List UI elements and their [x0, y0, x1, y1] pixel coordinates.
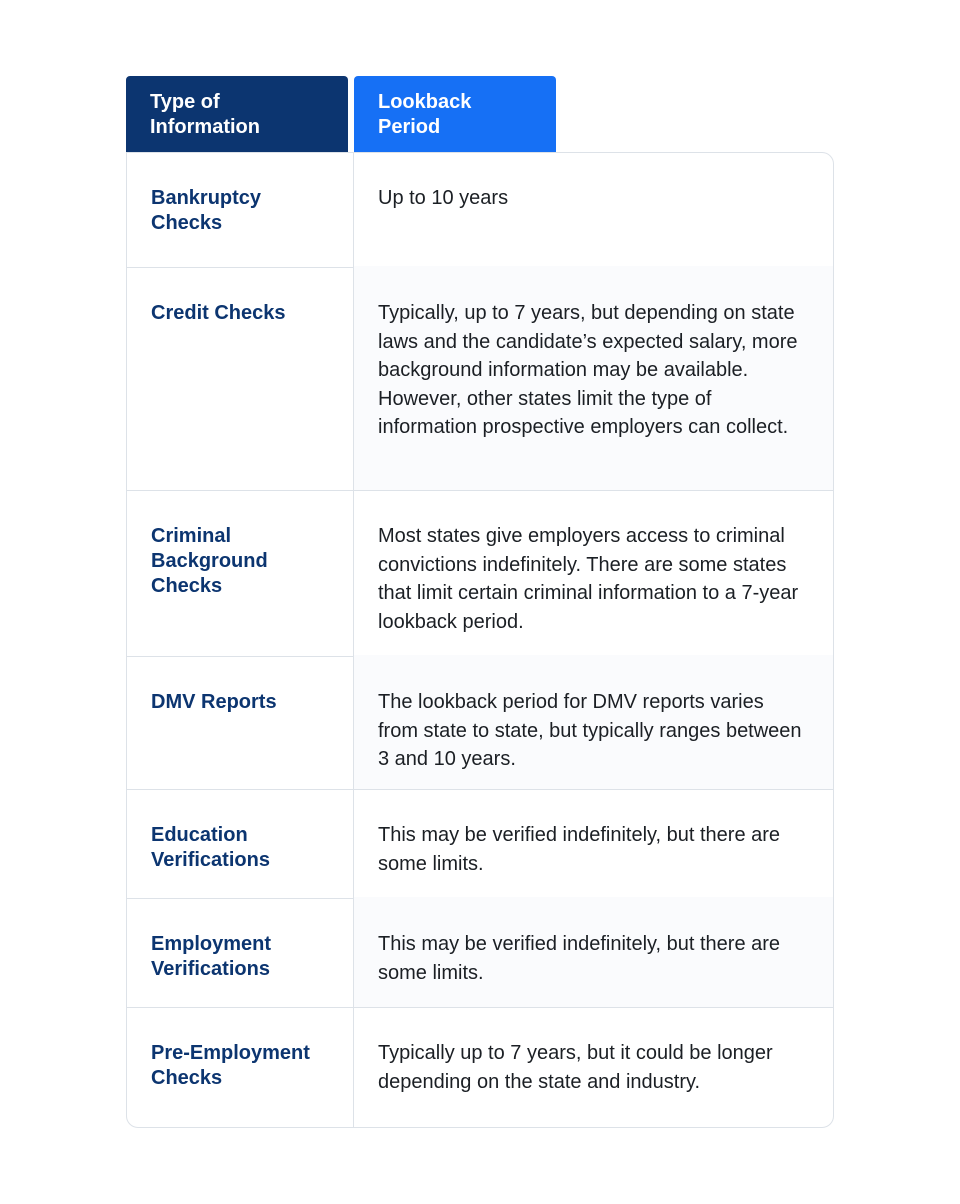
row-type-label: Bankruptcy Checks: [151, 187, 262, 234]
table-cell-type: [127, 1008, 354, 1128]
row-type-label: Criminal Background Checks: [151, 525, 268, 597]
row-type-label: Employment Verifications: [151, 933, 272, 980]
table-cell-period: This may be verified indefinitely, but there are some limits.: [354, 897, 833, 1007]
lookback-table: [126, 152, 834, 1128]
table-cell-type: [127, 790, 354, 898]
table-cell-period: Up to 10 years: [378, 187, 509, 209]
table-cell-type: [127, 899, 354, 1007]
column-header-period-label: Lookback Period: [378, 91, 472, 138]
table-cell-period: Typically up to 7 years, but it could be longer depending on the state and industry.: [378, 1042, 773, 1093]
row-type-label: Pre-Employment Checks: [151, 1042, 310, 1089]
table-row-bankruptcy: [127, 153, 833, 267]
table-row-dmv: [127, 656, 833, 789]
table-row-education: [127, 789, 833, 898]
table-cell-period: This may be verified indefinitely, but there are some limits.: [378, 824, 781, 875]
table-row-employment: [127, 898, 833, 1007]
row-type-label: Credit Checks: [151, 302, 286, 324]
table-row-pre-employment: [127, 1007, 833, 1128]
column-header-period: [354, 76, 556, 152]
column-header-type: [126, 76, 348, 152]
table-cell-type: [127, 657, 354, 789]
table-cell-period: Most states give employers access to criminal convictions indefinitely. There are some states that limit certain criminal information to a 7-year lookback period.: [378, 525, 799, 633]
table-row-criminal: [127, 490, 833, 656]
table-row-credit: [127, 267, 833, 490]
table-cell-period: The lookback period for DMV reports varies from state to state, but typically ranges between 3 and 10 years.: [354, 655, 833, 789]
table-cell-type: [127, 491, 354, 656]
row-type-label: DMV Reports: [151, 691, 277, 713]
table-cell-type: [127, 268, 354, 490]
table-cell-period: Typically, up to 7 years, but depending on state laws and the candidate’s expected salary, more background information may be available. However, other states limit the type of information prospective employers can collect.: [354, 266, 833, 490]
row-type-label: Education Verifications: [151, 824, 270, 871]
column-header-type-label: Type of Information: [150, 91, 260, 138]
table-cell-type: [127, 153, 354, 267]
